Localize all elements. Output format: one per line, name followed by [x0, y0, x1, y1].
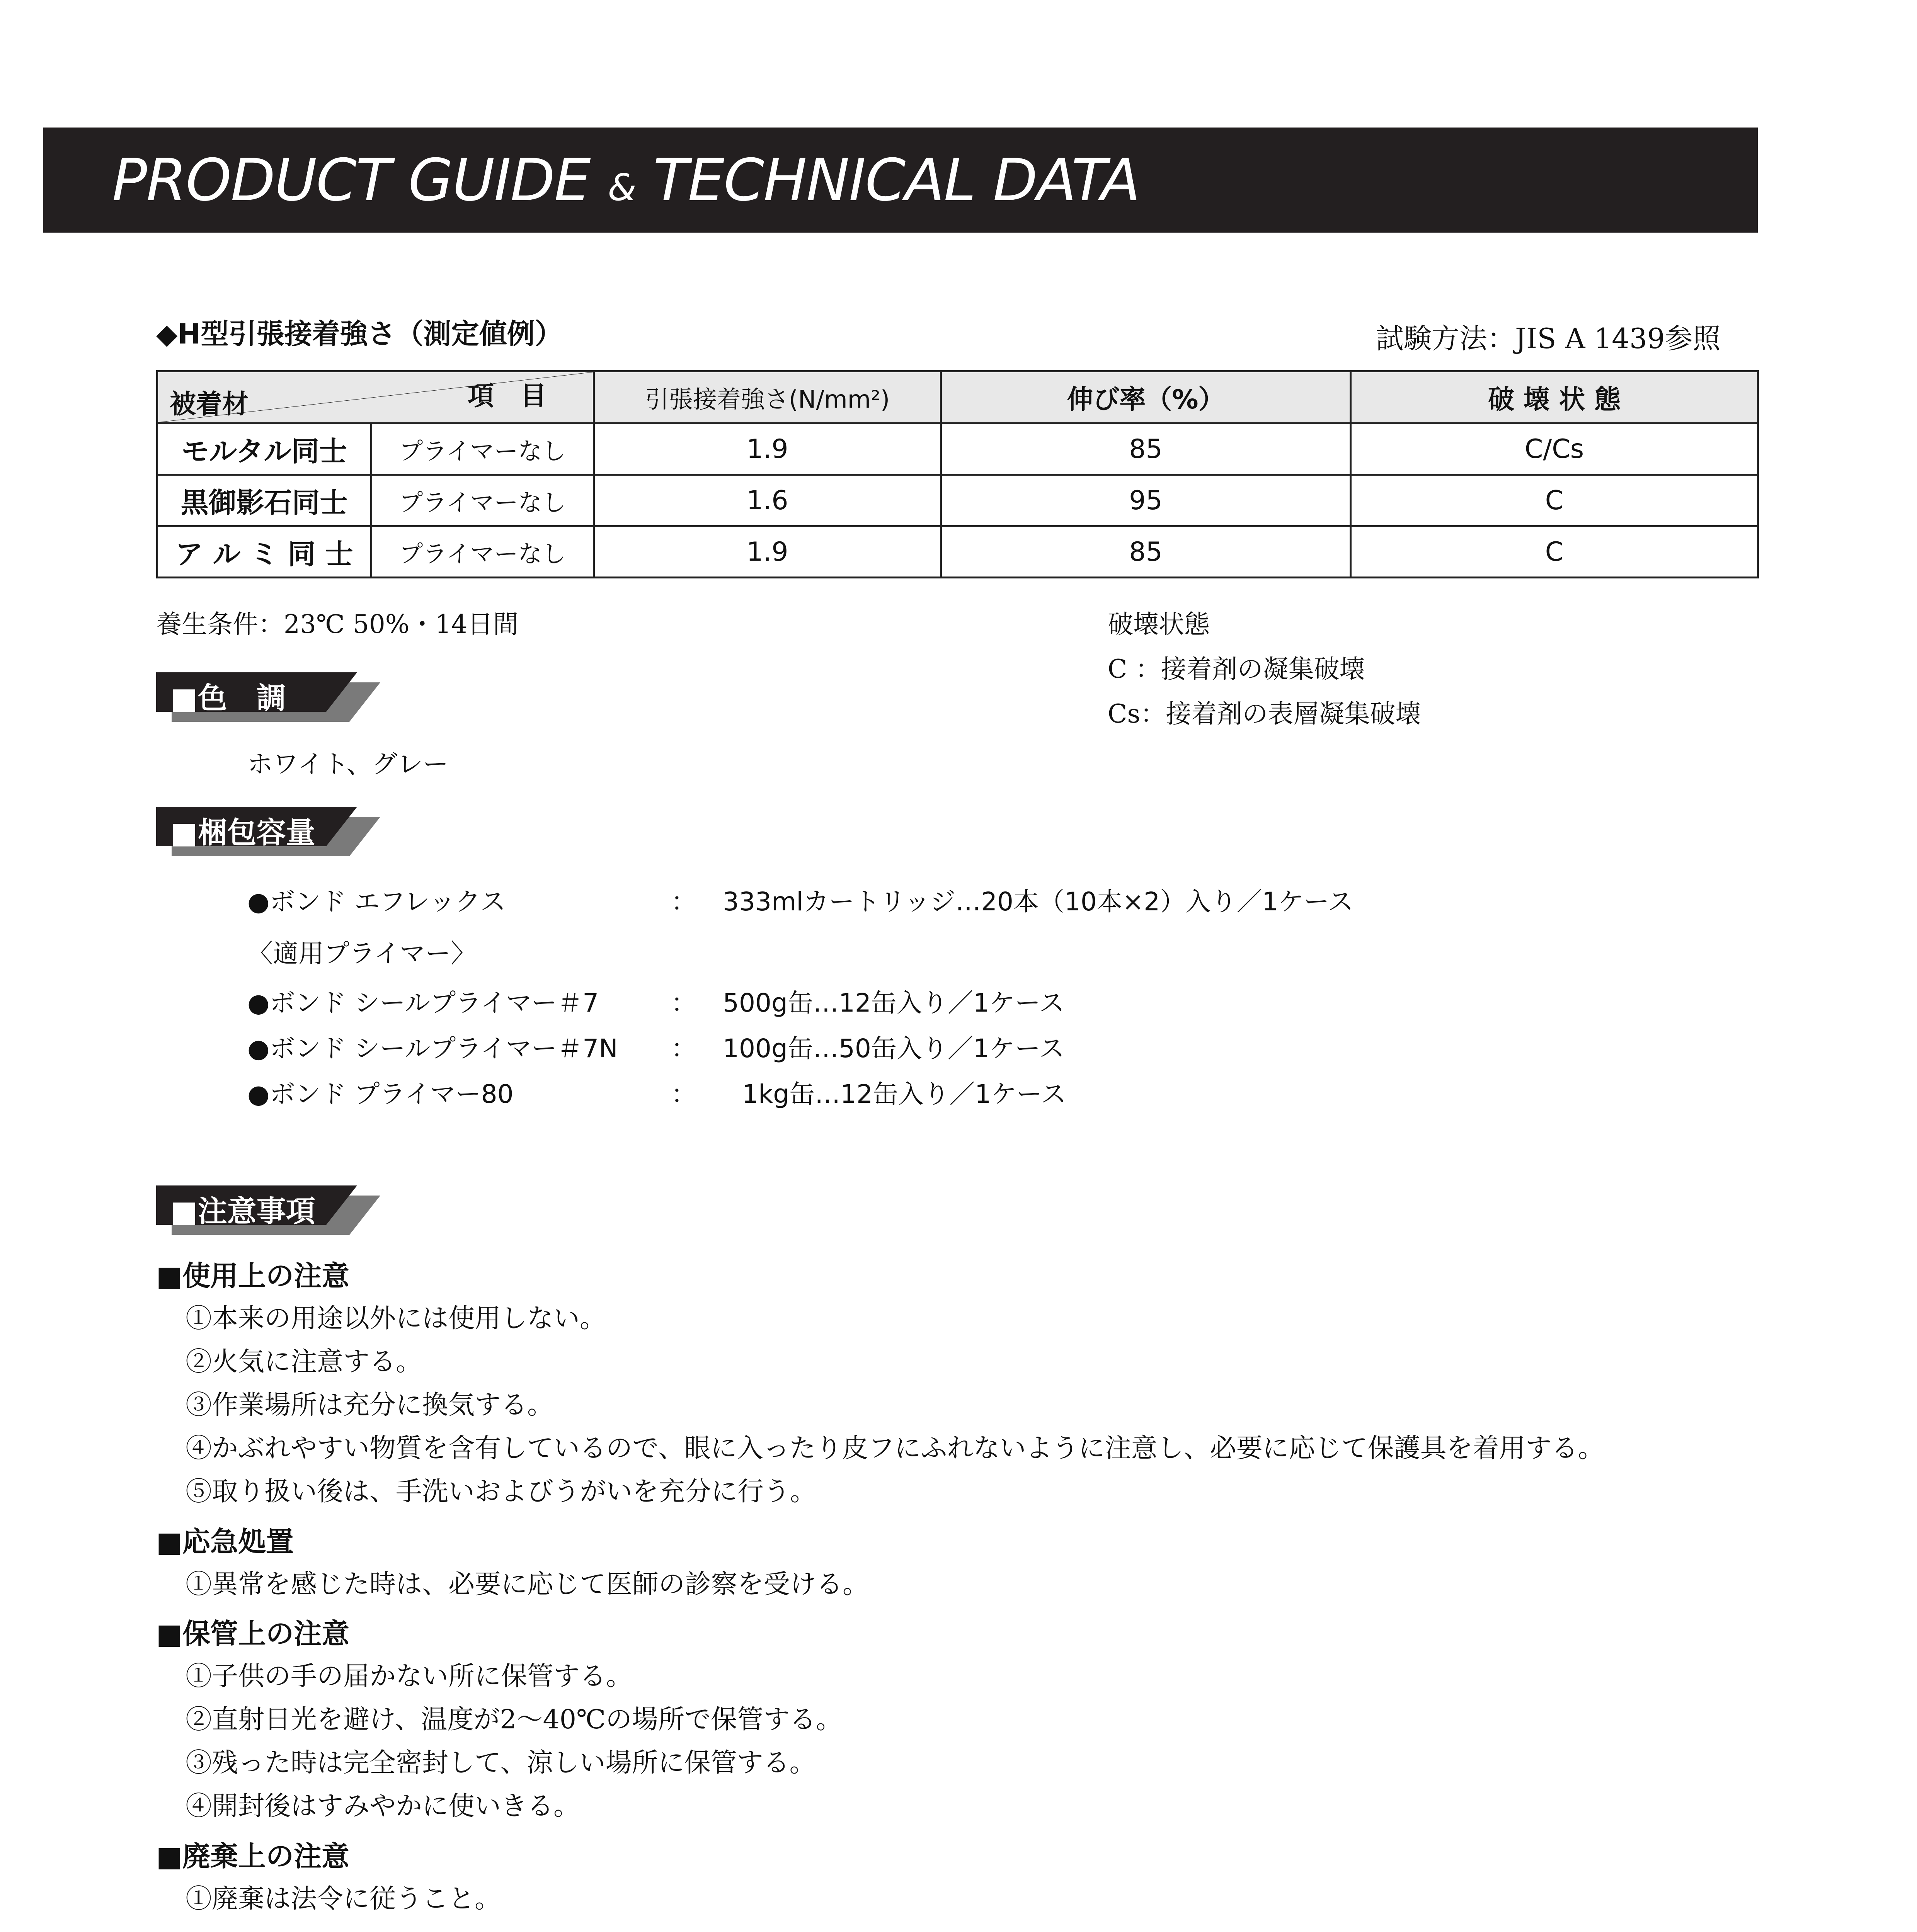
title-main: PRODUCT GUIDE [112, 147, 590, 214]
row-failure: C/Cs [1351, 423, 1758, 475]
row-primer: プライマーなし [371, 526, 594, 578]
section-label-cautions: ■注意事項 [170, 1194, 315, 1228]
test-method: 試験方法：JIS A 1439参照 [1376, 322, 1721, 355]
caution-item: ④かぶれやすい物質を含有しているので、眼に入ったり皮フにふれないように注意し、必要に応じて保護具を着用する。 [186, 1433, 1604, 1464]
caution-group-title: ■保管上の注意 [156, 1617, 350, 1650]
row-primer: プライマーなし [371, 475, 594, 526]
failure-legend-cs: Cs：接着剤の表層凝集破壊 [1108, 699, 1421, 729]
caution-group-title: ■廃棄上の注意 [156, 1840, 350, 1872]
caution-item: ⑤取り扱い後は、手洗いおよびうがいを充分に行う。 [186, 1476, 817, 1507]
caution-item: ①子供の手の届かない所に保管する。 [186, 1661, 633, 1692]
curing-conditions: 養生条件：23℃ 50%・14日間 [156, 609, 519, 639]
caution-item: ③残った時は完全密封して、涼しい場所に保管する。 [186, 1748, 816, 1778]
section-label-packaging: ■梱包容量 [170, 815, 315, 850]
pack-item-name: ●ボンド プライマー80 [247, 1079, 514, 1109]
title-rest: TECHNICAL DATA [653, 147, 1140, 214]
section-tag-color [156, 672, 373, 715]
row-elongation: 85 [941, 526, 1351, 578]
pack-main-sep: ： [671, 887, 696, 917]
pack-main-value: 333mlカートリッジ…20本（10本×2）入り／1ケース [723, 887, 1353, 917]
row-strength: 1.9 [594, 526, 941, 578]
failure-legend-c: C ：接着剤の凝集破壊 [1108, 654, 1365, 684]
row-primer: プライマーなし [371, 423, 594, 475]
col-header-elongation: 伸び率（%） [941, 371, 1351, 423]
row-elongation: 95 [941, 475, 1351, 526]
row-material: ア ル ミ 同 士 [157, 526, 371, 578]
caution-item: ①本来の用途以外には使用しない。 [186, 1303, 606, 1334]
row-failure: C [1351, 526, 1758, 578]
pack-item-sep: ： [671, 1079, 696, 1109]
table-row [157, 423, 1758, 475]
caution-item: ①異常を感じた時は、必要に応じて医師の診察を受ける。 [186, 1569, 869, 1600]
row-failure: C [1351, 475, 1758, 526]
caution-item: ②火気に注意する。 [186, 1347, 422, 1377]
failure-legend-title: 破壊状態 [1108, 609, 1210, 639]
caution-item: ②直射日光を避け、温度が2～40℃の場所で保管する。 [186, 1704, 843, 1735]
corner-material-label: 被着材 [170, 389, 249, 420]
table-corner [157, 371, 594, 423]
color-value: ホワイト、グレー [247, 749, 449, 779]
pack-item-value: 1kg缶…12缶入り／1ケース [742, 1079, 1066, 1109]
pack-item-name: ●ボンド シールプライマー＃7N [247, 1034, 618, 1063]
page-title [112, 147, 1140, 214]
pack-item-value: 500g缶…12缶入り／1ケース [723, 988, 1065, 1018]
primer-heading: 〈適用プライマー〉 [247, 939, 477, 968]
tensile-table [156, 370, 1759, 578]
section-label-color: ■色 調 [170, 681, 286, 715]
pack-item-value: 100g缶…50缶入り／1ケース [723, 1034, 1065, 1063]
pack-main-name: ●ボンド エフレックス [247, 887, 506, 917]
table-row [157, 526, 1758, 578]
table-header-row [157, 371, 1758, 423]
pack-item-name: ●ボンド シールプライマー＃7 [247, 988, 599, 1018]
section-tag-cautions [156, 1185, 373, 1228]
row-elongation: 85 [941, 423, 1351, 475]
table-row [157, 475, 1758, 526]
corner-item-label: 項 目 [467, 381, 546, 412]
col-header-failure: 破 壊 状 態 [1351, 371, 1758, 423]
row-strength: 1.9 [594, 423, 941, 475]
pack-item-sep: ： [671, 1034, 696, 1063]
caution-item: ④開封後はすみやかに使いきる。 [186, 1791, 580, 1821]
title-amp: & [608, 167, 636, 209]
col-header-strength: 引張接着強さ(N/mm²) [594, 371, 941, 423]
caution-item: ③作業場所は充分に換気する。 [186, 1390, 554, 1420]
caution-group-title: ■応急処置 [156, 1526, 294, 1558]
pack-item-sep: ： [671, 988, 696, 1018]
row-material: 黒御影石同士 [157, 475, 371, 526]
row-material: モルタル同士 [157, 423, 371, 475]
section-tag-packaging [156, 807, 373, 850]
caution-item: ①廃棄は法令に従うこと。 [186, 1884, 501, 1914]
tensile-heading: ◆H型引張接着強さ（測定値例） [156, 318, 563, 350]
caution-group-title: ■使用上の注意 [156, 1260, 350, 1292]
row-strength: 1.6 [594, 475, 941, 526]
